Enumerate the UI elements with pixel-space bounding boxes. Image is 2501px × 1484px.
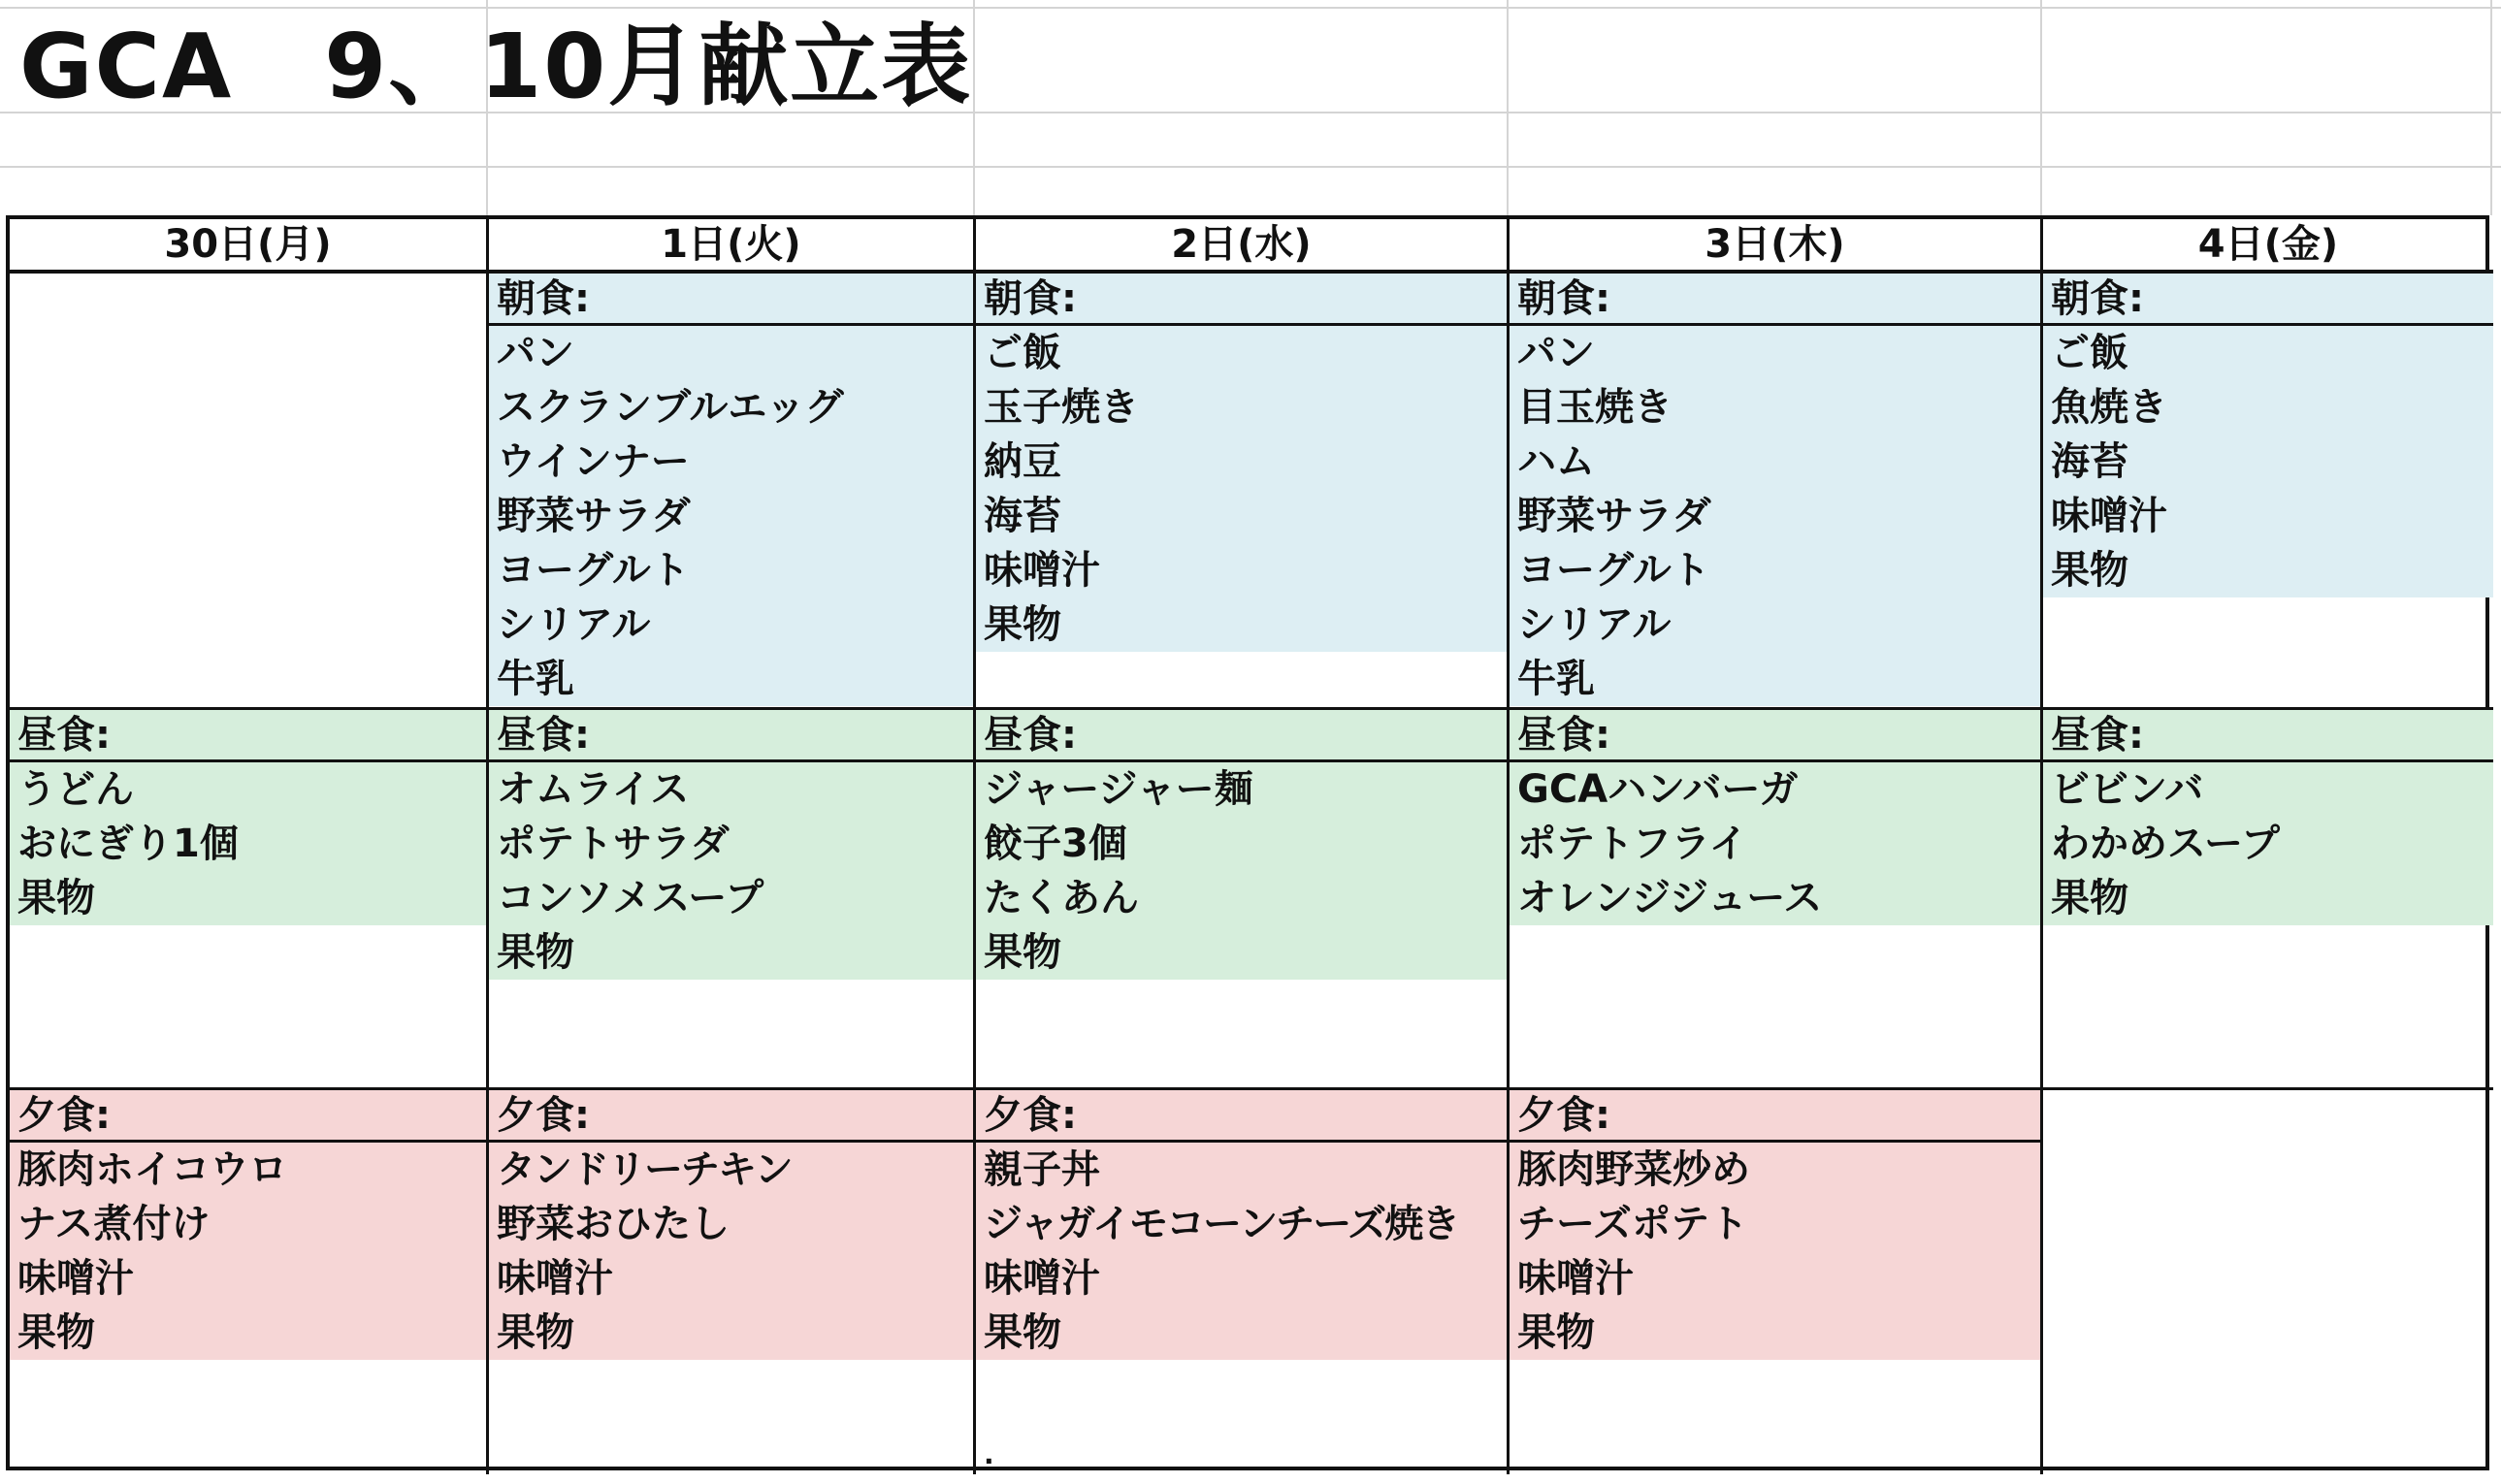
menu-item: シリアル bbox=[1517, 602, 1672, 647]
menu-item: ナス煮付け bbox=[17, 1202, 211, 1246]
menu-item: 味噌汁 bbox=[984, 1256, 1100, 1301]
menu-item: わかめスープ bbox=[2051, 822, 2280, 866]
menu-item: 牛乳 bbox=[1517, 657, 1595, 701]
menu-item: うどん bbox=[17, 767, 134, 812]
menu-item: ジャージャー麺 bbox=[984, 767, 1253, 812]
menu-item: ヨーグルト bbox=[1517, 548, 1710, 593]
menu-item: 魚焼き bbox=[2051, 385, 2167, 430]
menu-item: 果物 bbox=[497, 1310, 574, 1355]
menu-item: ポテトフライ bbox=[1517, 822, 1748, 866]
menu-item: ハム bbox=[1517, 439, 1595, 484]
lunch-block bbox=[10, 710, 486, 925]
meal-label-dinner: 夕食: bbox=[10, 1090, 486, 1143]
meal-label-dinner: 夕食: bbox=[976, 1090, 1507, 1143]
menu-item: 果物 bbox=[2051, 876, 2128, 920]
dinner-block bbox=[1510, 1090, 2040, 1360]
lunch-block bbox=[1510, 710, 2040, 925]
menu-item: チーズポテト bbox=[1517, 1202, 1748, 1246]
menu-item: ウインナー bbox=[497, 439, 690, 484]
dinner-cell-wed[interactable] bbox=[976, 1090, 1510, 1474]
breakfast-cell-thu[interactable] bbox=[1510, 274, 2043, 710]
breakfast-block bbox=[1510, 274, 2040, 706]
menu-item: 味噌汁 bbox=[984, 548, 1100, 593]
menu-item: 牛乳 bbox=[497, 657, 574, 701]
day-header-tue: 1日(火) bbox=[489, 219, 976, 274]
breakfast-cell-mon[interactable] bbox=[10, 274, 489, 710]
menu-item: スクランブルエッグ bbox=[497, 385, 844, 430]
dinner-block bbox=[10, 1090, 486, 1360]
lunch-cell-thu[interactable] bbox=[1510, 710, 2043, 1090]
menu-item: シリアル bbox=[497, 602, 651, 647]
menu-item: コンソメスープ bbox=[497, 876, 764, 920]
menu-item: 玉子焼き bbox=[984, 385, 1139, 430]
stray-mark: . bbox=[984, 1438, 994, 1470]
menu-item: ヨーグルト bbox=[497, 548, 690, 593]
menu-item: たくあん bbox=[984, 876, 1139, 920]
menu-item: ビビンバ bbox=[2051, 767, 2204, 812]
meal-label-lunch: 昼食: bbox=[10, 710, 486, 762]
menu-item: 果物 bbox=[17, 1310, 95, 1355]
menu-item: 豚肉ホイコウロ bbox=[17, 1147, 288, 1192]
day-header-thu: 3日(木) bbox=[1510, 219, 2043, 274]
menu-item: パン bbox=[497, 331, 574, 375]
menu-item: 味噌汁 bbox=[17, 1256, 134, 1301]
meal-label-dinner: 夕食: bbox=[1510, 1090, 2040, 1143]
menu-item: 海苔 bbox=[2051, 439, 2128, 484]
page-title: GCA 9、10月献立表 bbox=[19, 15, 973, 118]
menu-item: 果物 bbox=[984, 602, 1061, 647]
lunch-block bbox=[976, 710, 1507, 980]
lunch-cell-mon[interactable] bbox=[10, 710, 489, 1090]
dinner-cell-mon[interactable] bbox=[10, 1090, 489, 1474]
menu-item: 豚肉野菜炒め bbox=[1517, 1147, 1750, 1192]
menu-item: 味噌汁 bbox=[1517, 1256, 1634, 1301]
menu-item: ジャガイモコーンチーズ焼き bbox=[984, 1202, 1459, 1246]
menu-item: ポテトサラダ bbox=[497, 822, 730, 866]
menu-item: オムライス bbox=[497, 767, 690, 812]
menu-item: 果物 bbox=[2051, 548, 2128, 593]
lunch-block bbox=[2043, 710, 2493, 925]
dinner-cell-thu[interactable] bbox=[1510, 1090, 2043, 1474]
menu-item: おにぎり1個 bbox=[17, 822, 239, 866]
lunch-cell-fri[interactable] bbox=[2043, 710, 2493, 1090]
dinner-block bbox=[976, 1090, 1507, 1360]
breakfast-cell-fri[interactable] bbox=[2043, 274, 2493, 710]
menu-item: 果物 bbox=[497, 930, 574, 975]
dinner-cell-fri[interactable] bbox=[2043, 1090, 2493, 1474]
breakfast-cell-tue[interactable] bbox=[489, 274, 976, 710]
meal-label-dinner: 夕食: bbox=[489, 1090, 973, 1143]
menu-item: 果物 bbox=[984, 1310, 1061, 1355]
menu-item: 親子丼 bbox=[984, 1147, 1100, 1192]
meal-label-lunch: 昼食: bbox=[976, 710, 1507, 762]
menu-item: 果物 bbox=[17, 876, 95, 920]
menu-item: 餃子3個 bbox=[984, 822, 1127, 866]
meal-label-breakfast: 朝食: bbox=[2043, 274, 2493, 326]
day-header-mon: 30日(月) bbox=[10, 219, 489, 274]
menu-item: GCAハンバーガ bbox=[1517, 767, 1799, 812]
menu-item: 野菜おひたし bbox=[497, 1202, 730, 1246]
day-header-fri: 4日(金) bbox=[2043, 219, 2493, 274]
dinner-cell-tue[interactable] bbox=[489, 1090, 976, 1474]
menu-item: オレンジジュース bbox=[1517, 876, 1823, 920]
menu-item: ご飯 bbox=[984, 331, 1061, 375]
meal-label-lunch: 昼食: bbox=[1510, 710, 2040, 762]
breakfast-block bbox=[2043, 274, 2493, 597]
menu-item: パン bbox=[1517, 331, 1595, 375]
day-header-wed: 2日(水) bbox=[976, 219, 1510, 274]
menu-item: 果物 bbox=[984, 930, 1061, 975]
menu-item: 野菜サラダ bbox=[497, 494, 691, 538]
menu-item: 果物 bbox=[1517, 1310, 1595, 1355]
meal-label-lunch: 昼食: bbox=[2043, 710, 2493, 762]
breakfast-cell-wed[interactable] bbox=[976, 274, 1510, 710]
breakfast-block bbox=[976, 274, 1507, 652]
lunch-cell-wed[interactable] bbox=[976, 710, 1510, 1090]
menu-item: 海苔 bbox=[984, 494, 1061, 538]
breakfast-block bbox=[489, 274, 973, 706]
menu-item: 目玉焼き bbox=[1517, 385, 1673, 430]
menu-item: 納豆 bbox=[984, 439, 1061, 484]
menu-item: 味噌汁 bbox=[2051, 494, 2167, 538]
menu-item: タンドリーチキン bbox=[497, 1147, 792, 1192]
meal-label-breakfast: 朝食: bbox=[1510, 274, 2040, 326]
menu-table bbox=[6, 215, 2489, 1470]
menu-item: ご飯 bbox=[2051, 331, 2128, 375]
lunch-cell-tue[interactable] bbox=[489, 710, 976, 1090]
meal-label-lunch: 昼食: bbox=[489, 710, 973, 762]
menu-item: 味噌汁 bbox=[497, 1256, 613, 1301]
dinner-block bbox=[489, 1090, 973, 1360]
meal-label-breakfast: 朝食: bbox=[489, 274, 973, 326]
lunch-block bbox=[489, 710, 973, 980]
meal-label-breakfast: 朝食: bbox=[976, 274, 1507, 326]
menu-item: 野菜サラダ bbox=[1517, 494, 1711, 538]
